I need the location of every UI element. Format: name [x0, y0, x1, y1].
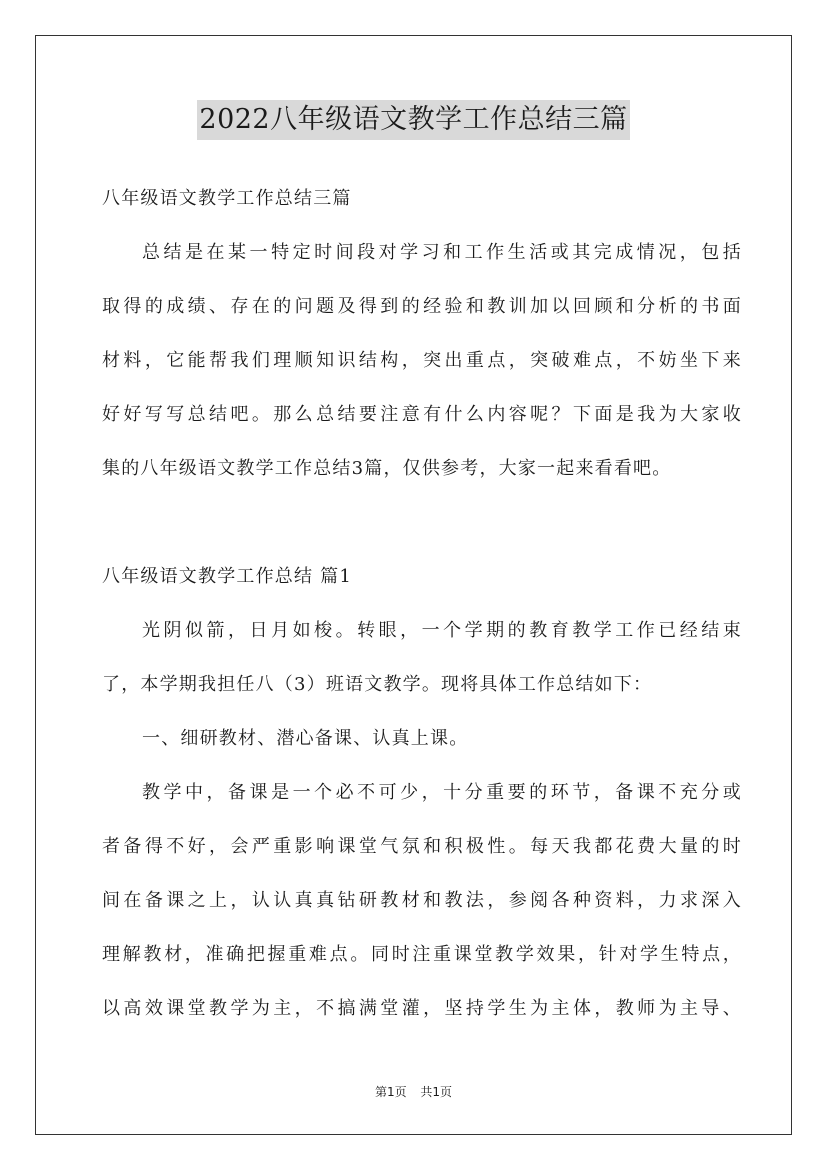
- section-line: 了，本学期我担任八（3）班语文教学。现将具体工作总结如下：: [102, 674, 653, 695]
- page-total: 共1页: [420, 1085, 453, 1099]
- page-footer: [0, 1083, 827, 1100]
- section-line: 者备得不好，会严重影响课堂气氛和积极性。每天我都花费大量的时: [102, 836, 742, 857]
- document-body: [102, 172, 742, 1036]
- intro-line: 集的八年级语文教学工作总结3篇，仅供参考，大家一起来看看吧。: [102, 458, 672, 479]
- section-line: 光阴似箭，日月如梭。转眼，一个学期的教育教学工作已经结束: [142, 620, 742, 641]
- section-heading: 八年级语文教学工作总结 篇1: [102, 566, 352, 587]
- section-line: 间在备课之上，认认真真钻研教材和教法，参阅各种资料，力求深入: [102, 890, 742, 911]
- intro-line: 取得的成绩、存在的问题及得到的经验和教训加以回顾和分析的书面: [102, 296, 742, 317]
- document-subtitle: 八年级语文教学工作总结三篇: [102, 188, 352, 209]
- intro-line: 材料，它能帮我们理顺知识结构，突出重点，突破难点，不妨坐下来: [102, 350, 742, 371]
- paragraph-gap: [102, 496, 742, 550]
- section-line: 教学中，备课是一个必不可少，十分重要的环节，备课不充分或: [142, 782, 742, 803]
- intro-line: 好好写写总结吧。那么总结要注意有什么内容呢？下面是我为大家收: [102, 404, 742, 425]
- document-title: 2022八年级语文教学工作总结三篇: [197, 100, 629, 140]
- document-title-wrapper: [0, 100, 827, 140]
- section-subheading: 一、细研教材、潜心备课、认真上课。: [142, 728, 469, 749]
- section-line: 理解教材，准确把握重难点。同时注重课堂教学效果，针对学生特点，: [102, 944, 742, 965]
- intro-line: 总结是在某一特定时间段对学习和工作生活或其完成情况，包括: [142, 242, 742, 263]
- page-number: 第1页: [374, 1085, 407, 1099]
- section-line: 以高效课堂教学为主，不搞满堂灌，坚持学生为主体，教师为主导、: [102, 998, 742, 1019]
